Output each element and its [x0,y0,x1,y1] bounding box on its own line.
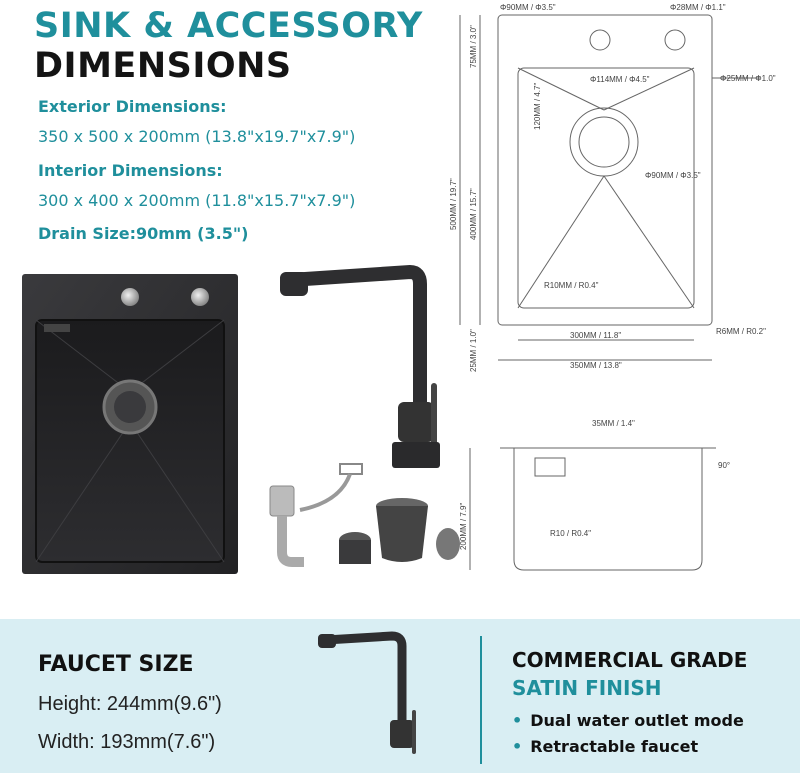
label-angle: 90° [718,461,731,470]
accessories-photo [260,462,470,584]
interior-value: 300 x 400 x 200mm (11.8"x15.7"x7.9") [38,191,356,210]
label-right-25: Φ25MM / Φ1.0" [720,74,776,83]
interior-label: Interior Dimensions: [38,161,223,180]
finish-title: SATIN FINISH [512,676,662,700]
label-r6: R6MM / R0.2" [716,327,766,336]
title-line-1: SINK & ACCESSORY [34,6,423,46]
top-view-drawing [440,0,800,390]
label-hole-right: Φ28MM / Φ1.1" [670,3,726,12]
faucet-size-title: FAUCET SIZE [38,652,194,677]
exterior-value: 350 x 500 x 200mm (13.8"x19.7"x7.9") [38,127,356,146]
drain-size: Drain Size:90mm (3.5") [38,224,249,243]
label-r10-side: R10 / R0.4" [550,529,592,538]
label-depth-200: 200MM / 7.9" [459,502,468,550]
sink-photo [20,272,240,578]
side-view-drawing [460,410,780,580]
label-width-350: 350MM / 13.8" [570,361,622,370]
label-width-300: 300MM / 11.8" [570,331,622,340]
label-height-400: 400MM / 15.7" [469,188,478,240]
faucet-width: Width: 193mm(7.6") [38,731,216,753]
label-r10: R10MM / R0.4" [544,281,599,290]
bullet-icon: • [512,711,523,730]
faucet-small-photo [312,628,422,768]
title-line-2: DIMENSIONS [34,46,292,86]
feature-item [512,737,698,756]
label-drain-90: Φ90MM / Φ3.5" [645,171,701,180]
label-inner-120: 120MM / 4.7" [533,82,542,130]
label-rim-35: 35MM / 1.4" [592,419,635,428]
bullet-icon: • [512,737,523,756]
exterior-label: Exterior Dimensions: [38,97,227,116]
feature-retractable: Retractable faucet [530,737,699,756]
feature-item [512,711,744,730]
label-top-75: 75MM / 3.0" [469,25,478,68]
faucet-photo [270,262,460,482]
faucet-height: Height: 244mm(9.6") [38,693,222,715]
commercial-title: COMMERCIAL GRADE [512,648,748,672]
label-bottom-25: 25MM / 1.0" [469,329,478,372]
label-inner-114: Φ114MM / Φ4.5" [590,75,650,84]
label-height-500: 500MM / 19.7" [449,178,458,230]
label-hole-left: Φ90MM / Φ3.5" [500,3,556,12]
panel-divider [480,636,482,764]
feature-dual-outlet: Dual water outlet mode [530,711,744,730]
